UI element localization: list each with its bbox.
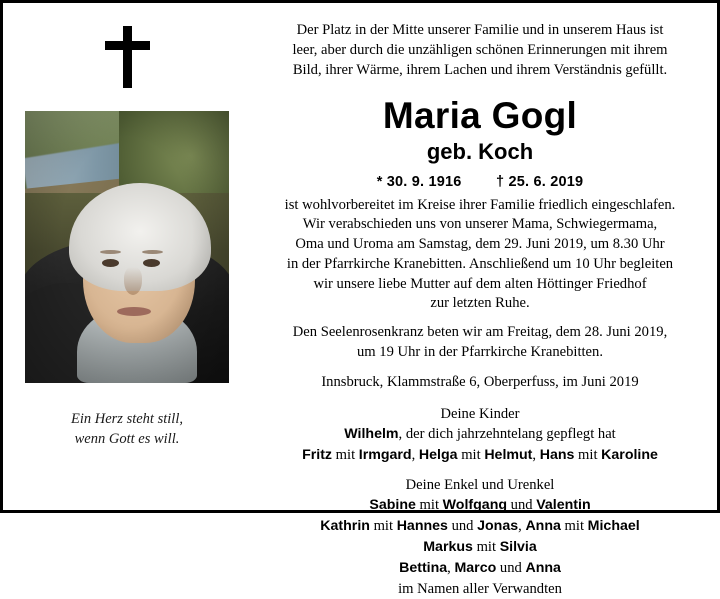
family-row: [259, 445, 701, 466]
family-connector: ,: [518, 518, 526, 534]
family-member-name: Fritz: [302, 446, 333, 463]
family-connector: ,: [532, 446, 540, 463]
family-connector: ,: [447, 559, 455, 576]
birth-date: * 30. 9. 1916: [376, 173, 462, 190]
family-connector: und: [447, 518, 478, 534]
family-row: [259, 537, 701, 558]
closing-line: im Namen aller Verwandten: [398, 580, 562, 597]
family-member-name: Jonas: [477, 518, 519, 534]
family-connector: , der dich jahrzehntelang gepflegt hat: [398, 425, 616, 442]
family-connector: mit: [574, 446, 602, 463]
funeral-line: in der Pfarrkirche Kranebitten. Anschließend um 10 Uhr begleiten: [286, 255, 674, 272]
family-member-name: Wilhelm: [344, 425, 399, 442]
family-connector: mit: [415, 497, 443, 514]
intro-line: Der Platz in der Mitte unserer Familie und in unserem Haus ist: [296, 22, 664, 38]
family-member-name: Kathrin: [320, 518, 370, 534]
deceased-name: Maria Gogl: [382, 94, 578, 136]
family-member-name: Michael: [587, 518, 640, 534]
portrait-photo: [25, 111, 229, 383]
family-connector: mit: [369, 518, 397, 534]
rosary-line: Den Seelenrosenkranz beten wir am Freitag, dem 28. Juni 2019,: [292, 324, 668, 341]
rosary-line: um 19 Uhr in der Pfarrkirche Kranebitten.: [357, 343, 603, 360]
family-connector: mit: [472, 538, 500, 555]
grandchildren-header: Deine Enkel und Urenkel: [405, 476, 555, 493]
maiden-name: geb. Koch: [426, 139, 534, 165]
intro-line: leer, aber durch die unzähligen schönen Erinnerungen mit ihrem: [292, 41, 668, 58]
grandchildren-list: [259, 495, 701, 579]
right-column: [251, 3, 717, 597]
cross-container: [3, 3, 251, 111]
family-member-name: Silvia: [499, 538, 537, 555]
family-member-name: Markus: [423, 538, 473, 555]
family-member-name: Irmgard: [358, 446, 412, 463]
funeral-line: ist wohlvorbereitet im Kreise ihrer Familie friedlich eingeschlafen.: [284, 196, 676, 213]
place-and-date: Innsbruck, Klammstraße 6, Oberperfuss, im Juni 2019: [321, 373, 639, 390]
memorial-motto: [71, 409, 183, 449]
family-row: [259, 516, 701, 537]
family-row: [259, 424, 701, 445]
family-member-name: Helga: [418, 446, 458, 463]
funeral-line: Oma und Uroma am Samstag, dem 29. Juni 2019, um 8.30 Uhr: [295, 236, 665, 253]
funeral-line: zur letzten Ruhe.: [430, 295, 530, 312]
death-date: † 25. 6. 2019: [496, 173, 584, 190]
motto-line-2: wenn Gott es will.: [74, 431, 180, 447]
funeral-line: Wir verabschieden uns von unserer Mama, Schwiegermama,: [302, 216, 658, 233]
family-connector: mit: [332, 446, 359, 463]
funeral-line: wir unsere liebe Mutter auf dem alten Höttinger Friedhof: [313, 275, 647, 292]
children-list: [259, 424, 701, 466]
left-column: [3, 3, 251, 510]
family-row: [259, 558, 701, 579]
family-member-name: Wolfgang: [442, 497, 508, 514]
family-member-name: Sabine: [369, 497, 416, 514]
family-connector: und: [507, 497, 537, 514]
family-member-name: Anna: [525, 518, 561, 534]
family-member-name: Karoline: [601, 446, 658, 463]
funeral-text: [259, 196, 701, 363]
family-member-name: Bettina: [399, 559, 448, 576]
family-member-name: Hans: [539, 446, 575, 463]
family-connector: mit: [560, 518, 588, 534]
children-header: Deine Kinder: [440, 405, 520, 422]
family-member-name: Valentin: [536, 497, 591, 514]
intro-line: Bild, ihrer Wärme, ihrem Lachen und ihrem Verständnis gefüllt.: [292, 61, 668, 78]
family-connector: ,: [411, 446, 419, 463]
family-member-name: Helmut: [484, 446, 533, 463]
family-connector: mit: [457, 446, 485, 463]
life-dates: [259, 174, 701, 190]
motto-line-1: Ein Herz steht still,: [71, 411, 183, 427]
family-member-name: Hannes: [396, 518, 448, 534]
intro-text: [259, 21, 701, 81]
latin-cross-icon: [104, 26, 150, 88]
family-section: [259, 404, 701, 599]
family-member-name: Anna: [525, 559, 561, 576]
family-connector: und: [496, 559, 526, 576]
family-member-name: Marco: [454, 559, 497, 576]
